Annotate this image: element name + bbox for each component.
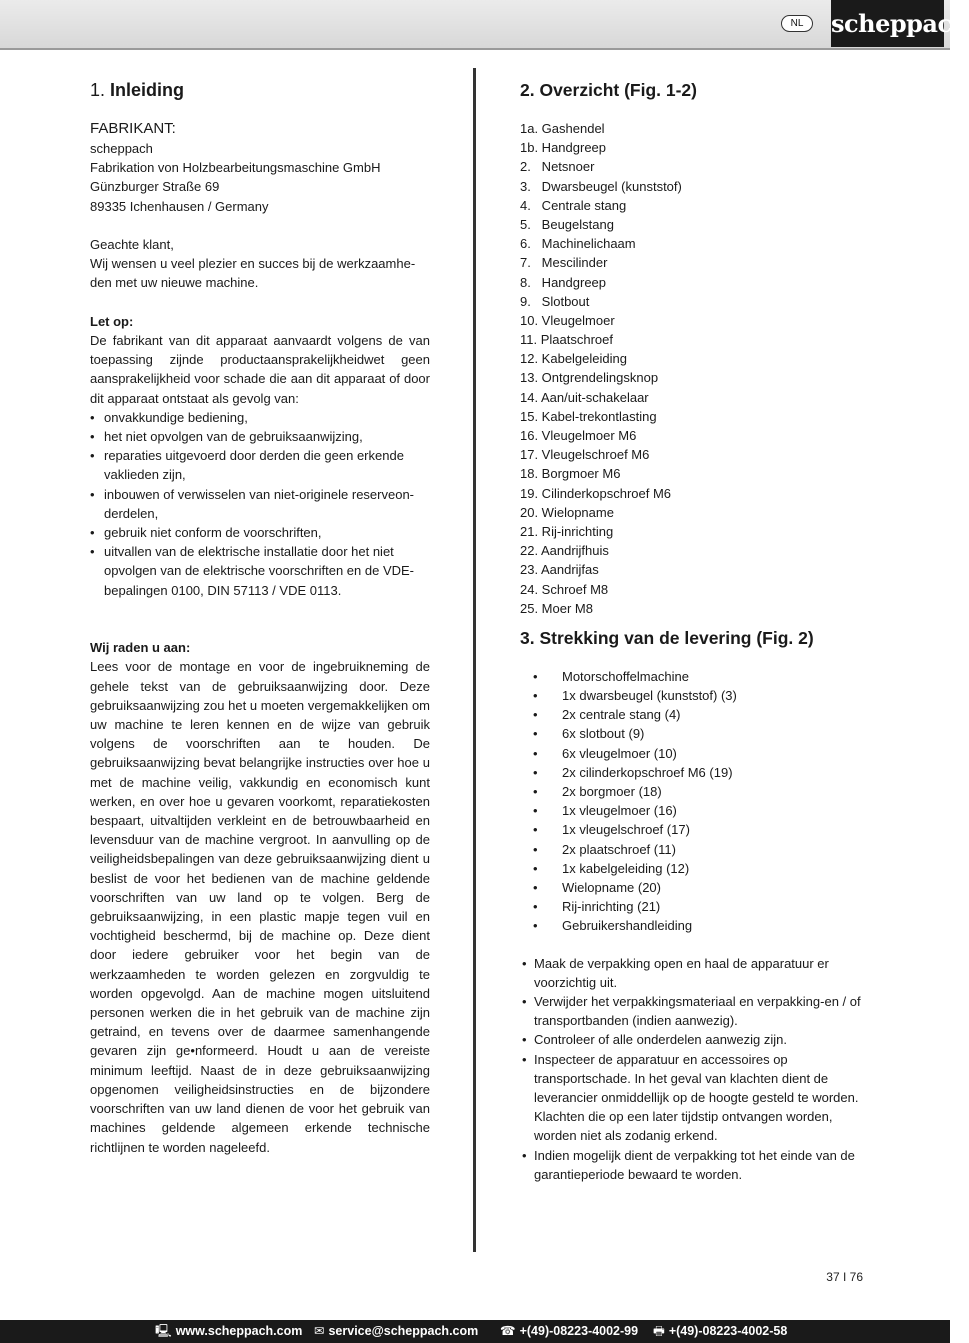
list-item: • inbouwen of verwisselen van niet-originele reserveon-derdelen,	[90, 485, 430, 523]
brand-logo: scheppach	[831, 0, 944, 47]
footer-phone[interactable]	[500, 1320, 638, 1343]
address-line: Günzburger Straße 69	[90, 179, 220, 195]
footer-email-text: service@scheppach.com	[328, 1324, 479, 1338]
list-item: 10. Vleugelmoer	[520, 312, 615, 328]
footer-web[interactable]	[155, 1320, 302, 1343]
list-item: • 2x cilinderkopschroef M6 (19)	[520, 763, 865, 782]
list-item: • 1x dwarsbeugel (kunststof) (3)	[520, 686, 865, 705]
section-title-text: Inleiding	[110, 80, 185, 100]
right-column	[520, 78, 865, 1184]
manufacturer-address	[90, 139, 430, 216]
list-item: 1a. Gashendel	[520, 121, 605, 136]
greeting-line: Wij wensen u veel plezier en succes bij de werkzaamhe-	[90, 256, 416, 272]
list-item: 9. Slotbout	[520, 293, 590, 309]
list-item: • onvakkundige bediening,	[90, 408, 430, 427]
list-item: 16. Vleugelmoer M6	[520, 428, 637, 443]
list-item: • 6x vleugelmoer (10)	[520, 744, 865, 763]
list-item: 4. Centrale stang	[520, 197, 627, 213]
list-item: • Maak de verpakking open en haal de apparatuur er voorzichtig uit.	[520, 954, 865, 992]
list-item: • Inspecteer de apparatuur en accessoires op transportschade. In het geval van klachten dient de leverancier onmiddellijk op de hoogte gesteld te worden. Klachten die op een later tijdstip ontvangen worden, worden niet als zodanig erkend.	[520, 1050, 865, 1146]
list-item: 6. Machinelichaam	[520, 236, 636, 252]
list-item: 20. Wielopname	[520, 504, 614, 520]
list-item: 1b. Handgreep	[520, 140, 607, 156]
list-item: 2. Netsnoer	[520, 159, 595, 175]
list-item: • Verwijder het verpakkingsmateriaal en verpakking-en / of transportbanden (indien aanwezig).	[520, 992, 865, 1030]
footer-email[interactable]	[314, 1320, 478, 1343]
list-item: • Motorschoffelmachine	[520, 667, 865, 686]
list-item: • Rij-inrichting (21)	[520, 897, 865, 916]
list-item: • reparaties uitgevoerd door derden die geen erkende vaklieden zijn,	[90, 446, 430, 484]
list-item: • 2x plaatschroef (11)	[520, 840, 865, 859]
list-item: 23. Aandrijfas	[520, 562, 599, 578]
list-item: • uitvallen van de elektrische installatie door het niet opvolgen van de elektrische voorschriften en de VDE-bepalingen 0100, DIN 57113 / VDE 0113.	[90, 542, 430, 600]
letop-list	[90, 408, 430, 600]
list-item: 7. Mescilinder	[520, 255, 608, 271]
list-item: 24. Schroef M8	[520, 581, 609, 597]
list-item: • Gebruikershandleiding	[520, 916, 865, 935]
list-item: • Wielopname (20)	[520, 878, 865, 897]
list-item: 18. Borgmoer M6	[520, 466, 621, 482]
envelope-icon: ✉	[314, 1324, 325, 1338]
list-item: 3. Dwarsbeugel (kunststof)	[520, 178, 682, 194]
advice-heading: Wij raden u aan:	[90, 640, 191, 656]
list-item: • 2x centrale stang (4)	[520, 705, 865, 724]
list-item: • Controleer of alle onderdelen aanwezig zijn.	[520, 1030, 865, 1049]
greeting-line: Geachte klant,	[90, 237, 174, 252]
page-footer	[0, 1320, 950, 1343]
list-item: 14. Aan/uit-schakelaar	[520, 389, 649, 405]
fax-icon: 🖶	[653, 1324, 665, 1338]
language-badge: NL	[781, 15, 813, 32]
list-item: • het niet opvolgen van de gebruiksaanwijzing,	[90, 427, 430, 446]
list-item: 8. Handgreep	[520, 274, 607, 290]
advice-paragraph: Lees voor de montage en voor de ingebruikneming de gehele tekst van de gebruiksaanwijzing door. Deze gebruiksaanwijzing zou het u moeten vergemakkelijken om uw machine te leren kennen en de wijze van gebruik volgens de voorschriften aan te houden. De gebruiksaanwijzing bevat belangrijke instructies over hoe u met de machine veilig, vakkundig en economisch kunt werken, en over hoe u gevaren voorkomt, reparatiekosten bespaart, uitvaltijden verkleint en de betrouwbaarheid en levensduur van de machine vergroot. In aanvulling op de veiligheidsbepalingen van deze gebruiksaanwijzing dient u beslist de voor het bedienen van de machine geldende voorschriften van uw land op te volgen. Berg de gebruiksaanwijzing, in een plastic mapje tegen vuil en vochtigheid beschermd, bij de machine op. Deze dient door iedere gebruiker voor het begin van de werkzaamheden te worden gelezen en zorgvuldig te worden opgevolgd. Aan de machine mogen uitsluitend personen werken die in het gebruik van de machine zijn getraind, en tevens over de daarmee samenhangende gevaren zijn ge•nformeerd. Houdt u aan de vereiste minimum leeftijd. Naast de in deze gebruiksaanwijzing opgenomen veiligheidsinstructies en de bijzondere voorschriften van uw land dienen de voor het gebruik van machines geldende algemeen erkende technische richtlijnen te worden nageleefd.	[90, 659, 430, 1155]
list-item: • 6x slotbout (9)	[520, 724, 865, 743]
computer-icon: 🖳	[155, 1324, 172, 1338]
list-item: 22. Aandrijfhuis	[520, 543, 609, 559]
list-item: • gebruik niet conform de voorschriften,	[90, 523, 430, 542]
delivery-list	[520, 667, 865, 936]
list-item: 17. Vleugelschroef M6	[520, 447, 650, 463]
list-item: • 1x vleugelmoer (16)	[520, 801, 865, 820]
section-number: 1.	[90, 80, 106, 100]
footer-fax[interactable]	[653, 1320, 787, 1343]
list-item: 11. Plaatschroef	[520, 332, 613, 348]
overview-list	[520, 119, 865, 618]
footer-web-text: www.scheppach.com	[175, 1324, 303, 1338]
list-item: • 2x borgmoer (18)	[520, 782, 865, 801]
address-line: scheppach	[90, 141, 153, 156]
list-item: 12. Kabelgeleiding	[520, 351, 627, 367]
list-item: 19. Cilinderkopschroef M6	[520, 485, 672, 501]
list-item: 15. Kabel-trekontlasting	[520, 408, 657, 424]
greeting	[90, 235, 430, 293]
list-item: • 1x kabelgeleiding (12)	[520, 859, 865, 878]
page-header	[0, 0, 969, 50]
footer-phone-text: +(49)-08223-4002-99	[519, 1324, 639, 1338]
left-column	[90, 78, 430, 1157]
list-item: 5. Beugelstang	[520, 216, 614, 232]
manufacturer-heading: FABRIKANT:	[90, 120, 176, 137]
section-title-overzicht: 2. Overzicht (Fig. 1-2)	[520, 80, 697, 100]
footer-fax-text: +(49)-08223-4002-58	[668, 1324, 788, 1338]
phone-icon: ☎	[500, 1324, 516, 1338]
address-line: 89335 Ichenhausen / Germany	[90, 198, 269, 214]
section-title-inleiding	[90, 78, 430, 103]
letop-heading: Let op:	[90, 313, 134, 329]
list-item: • 1x vleugelschroef (17)	[520, 820, 865, 839]
list-item: 13. Ontgrendelingsknop	[520, 370, 659, 386]
column-divider	[473, 68, 476, 1252]
page-number: 37 I 76	[826, 1270, 863, 1284]
list-item: • Indien mogelijk dient de verpakking tot het einde van de garantieperiode bewaard te worden.	[520, 1146, 865, 1184]
list-item: 21. Rij-inrichting	[520, 523, 614, 539]
list-item: 25. Moer M8	[520, 600, 593, 616]
section-title-levering: 3. Strekking van de levering (Fig. 2)	[520, 627, 814, 648]
unpacking-steps	[520, 954, 865, 1184]
greeting-line: den met uw nieuwe machine.	[90, 275, 259, 291]
address-line: Fabrikation von Holzbearbeitungsmaschine GmbH	[90, 160, 381, 176]
letop-paragraph: De fabrikant van dit apparaat aanvaardt volgens de van toepassing zijnde productaansprakelijkheidwet geen aansprakelijkheid voor schade die aan dit apparaat of door dit apparaat ontstaat als gevolg van:	[90, 333, 430, 406]
